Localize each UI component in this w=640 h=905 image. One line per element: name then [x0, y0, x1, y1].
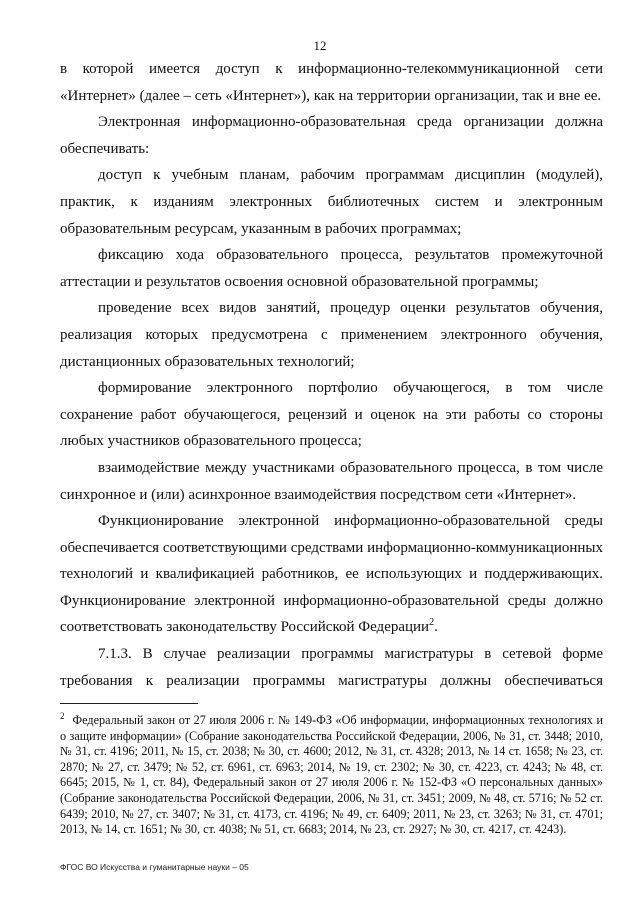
paragraph: проведение всех видов занятий, процедур оценки результатов обучения, реализация которых предусмотрена с применением электронного обучения, дистанционных образовательных технологий; [60, 300, 603, 370]
footnote-text: Федеральный закон от 27 июля 2006 г. № 149-ФЗ «Об информации, информационных технологиях и о защите информации» (Собрание законодательства Российской Федерации, 2006, № 31, ст. 3448; 2010, № 31, ст. 4196; 2011, № 15, ст. 2038; № 30, ст. 4600; 2012, № 31, ст. 4328; 2013, № 14 ст. 1658; № 23, ст. 2870; № 27, ст. 3479; № 52, ст. 6961, ст. 6963; 2014, № 19, ст. 2302; № 30, ст. 4223, ст. 4243; № 48, ст. 6645; 2015, № 1, ст. 84), Федеральный закон от 27 июля 2006 г. № 152-ФЗ «О персональных данных» (Собрание законодательства Российской Федерации, 2006, № 31, ст. 3451; 2009, № 48, ст. 5716; № 52 ст. 6439; 2010, № 27, ст. 3407; № 31, ст. 4173, ст. 4196; № 49, ст. 6409; 2011, № 23, ст. 3263; № 31, ст. 4701; 2013, № 14, ст. 1651; № 30, ст. 4038; № 51, ст. 6683; 2014, № 23, ст. 2927; № 30, ст. 4217, ст. 4243). [60, 713, 603, 837]
paragraph: 7.1.3. В случае реализации программы магистратуры в сетевой форме требования к реализации программы магистратуры должны обеспечиваться [60, 646, 603, 689]
main-text [60, 56, 603, 694]
paragraph: фиксацию хода образовательного процесса, результатов промежуточной аттестации и результатов освоения основной образовательной программы; [60, 247, 603, 290]
footnote-separator [60, 703, 198, 704]
footnote-mark: 2 [60, 710, 65, 721]
page-footer: ФГОС ВО Искусства и гуманитарные науки – 05 [60, 862, 249, 872]
paragraph: взаимодействие между участниками образовательного процесса, в том числе синхронное и (или) асинхронное взаимодействия посредством сети «Интернет». [60, 459, 603, 503]
paragraph: формирование электронного портфолио обучающегося, в том числе сохранение работ обучающегося, рецензий и оценок на эти работы со стороны любых участников образовательного процесса; [60, 380, 603, 450]
paragraph-with-footnote: Функционирование электронной информационно-образовательной среды обеспечивается соответствующими средствами информационно-коммуникационных технологий и квалификацией работников, ее использующих и поддерживающих. Функционирование электронной информационно-образовательной среды должно соответствовать законодательству Российской Федерации$^2$. [60, 513, 603, 636]
paragraph: Электронная информационно-образовательная среда организации должна обеспечивать: [60, 114, 603, 157]
footnote [60, 710, 603, 838]
paragraph-text: Функционирование электронной информационно-образовательной среды обеспечивается соответствующими средствами информационно-коммуникационных технологий и квалификацией работников, ее использующих и поддерживающих. Функционирование электронной информационно-образовательной среды должно соответствовать законодательству Российской Федерации [60, 513, 603, 636]
paragraph: доступ к учебным планам, рабочим программам дисциплин (модулей), практик, к изданиям электронных библиотечных систем и электронным образовательным ресурсам, указанным в рабочих программах; [60, 167, 603, 237]
page-number: 12 [313, 38, 327, 53]
footnote-reference: 2 [429, 617, 435, 629]
paragraph: в которой имеется доступ к информационно-телекоммуникационной сети «Интернет» (далее – сеть «Интернет»), как на территории организации, так и вне ее. [60, 61, 603, 104]
